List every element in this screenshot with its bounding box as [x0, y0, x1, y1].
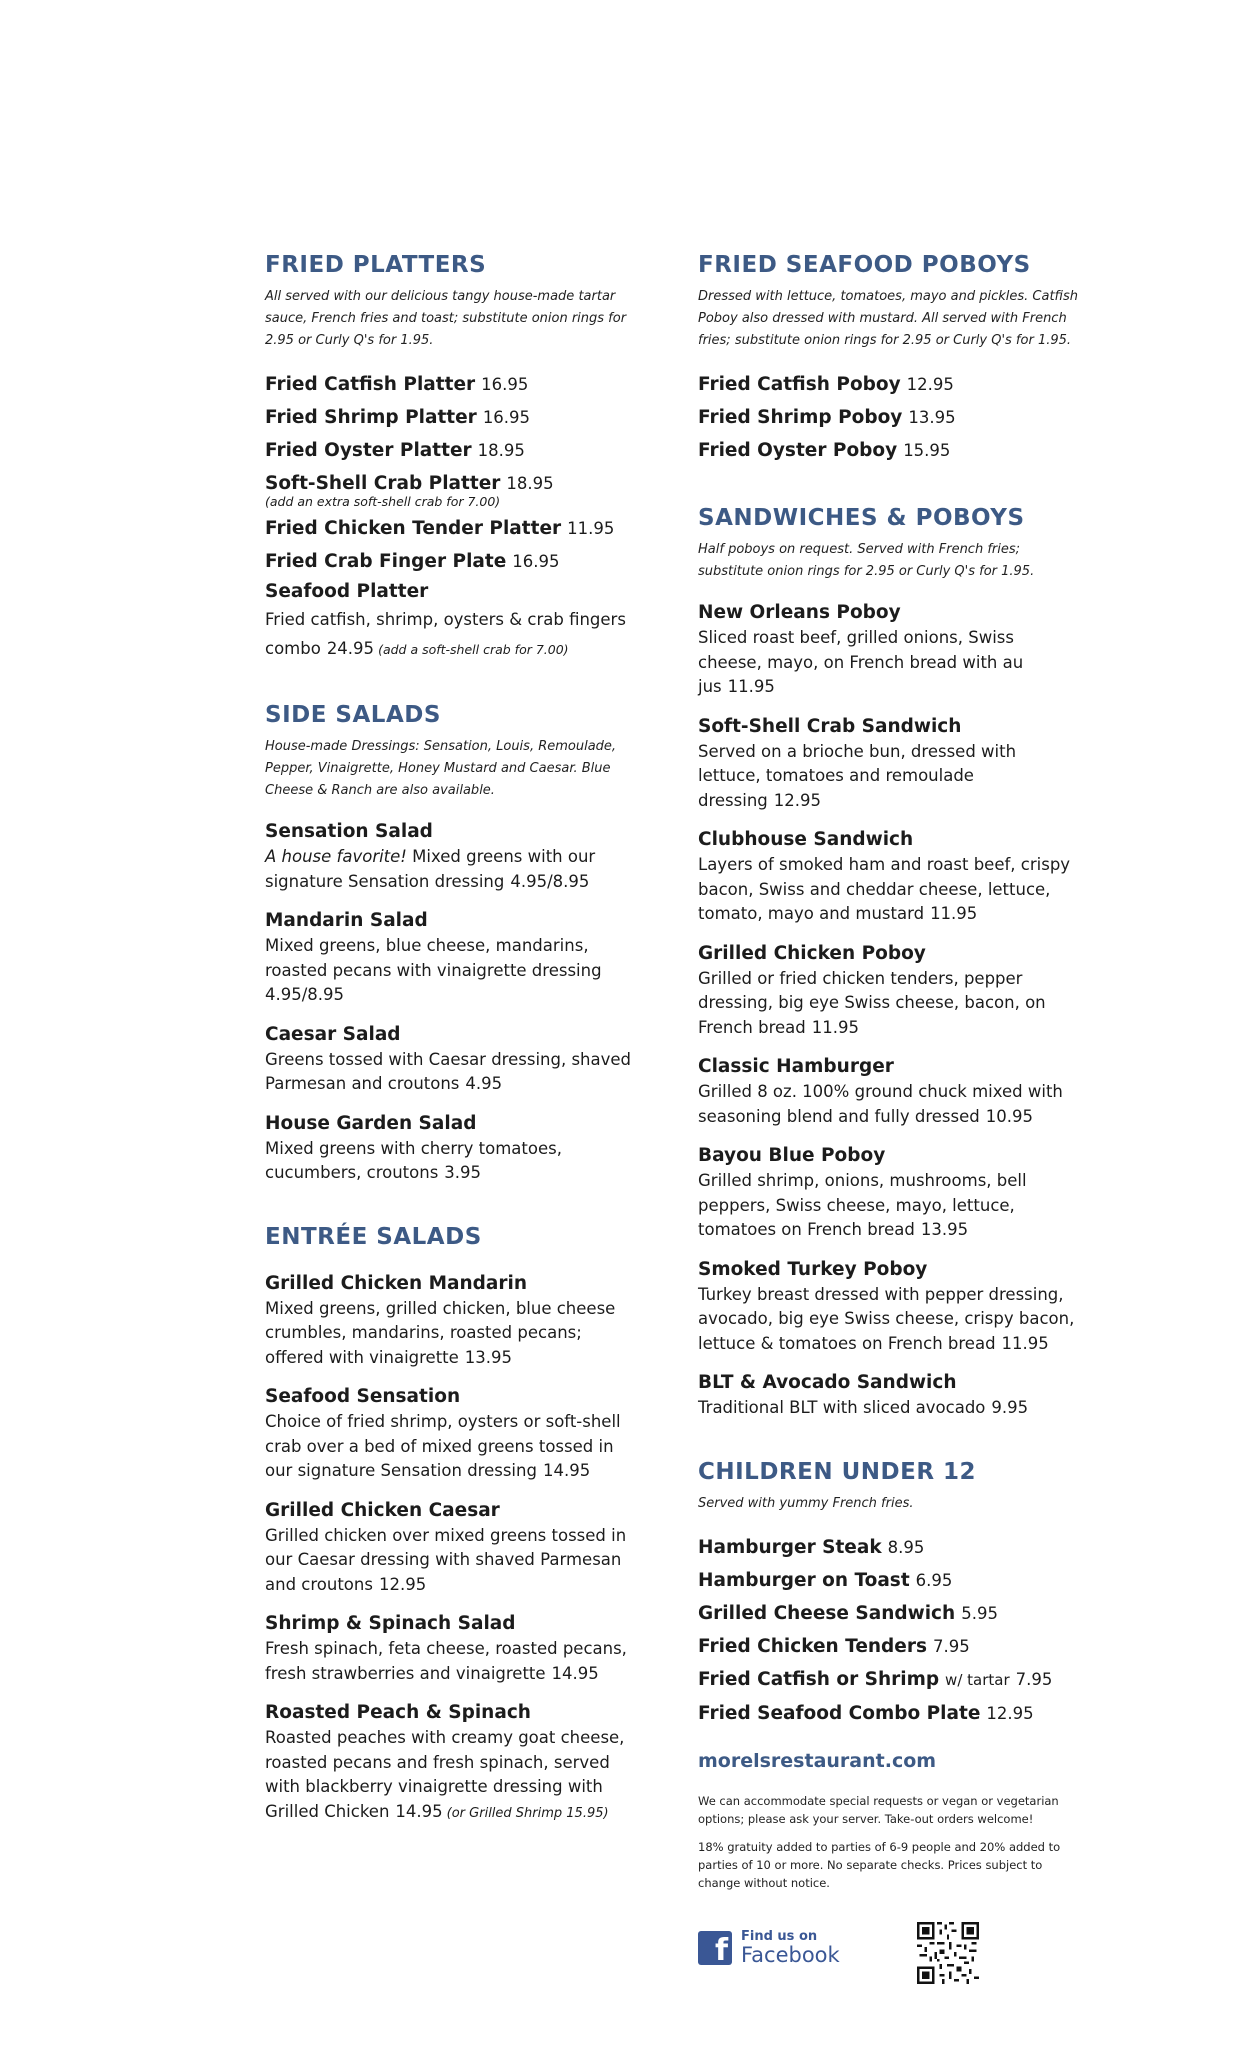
item-description: Mixed greens with our signature Sensation dressing [265, 847, 596, 891]
item-description: Traditional BLT with sliced avocado [698, 1398, 986, 1417]
facebook-label [741, 1930, 840, 1966]
item-description: Grilled chicken over mixed greens tossed in our Caesar dressing with shaved Parmesan and croutons [265, 1525, 627, 1594]
item-price: 15.95 [903, 441, 951, 460]
item-price: 12.95 [773, 790, 822, 810]
item-name: Seafood Sensation [265, 1386, 461, 1407]
section-note: Dressed with lettuce, tomatoes, mayo and pickles. Catfish Poboy also dressed with mustard. All served with French fries; substitute onion rings for 2.95 or Curly Q's for 1.95. [698, 289, 1078, 348]
item-description: Served on a brioche bun, dressed with lettuce, tomatoes and remoulade dressing [698, 741, 1017, 810]
section-title: SIDE SALADS [265, 702, 441, 728]
menu-item [265, 467, 645, 510]
item-description-block [698, 1283, 1083, 1357]
item-price: 13.95 [908, 408, 956, 427]
item-description-block [265, 934, 645, 1008]
item-description-block [698, 1396, 1083, 1421]
item-price: 13.95 [920, 1220, 969, 1239]
menu-item [265, 907, 645, 1008]
item-subnote: (add an extra soft-shell crab for 7.00) [265, 494, 501, 509]
section-title: CHILDREN UNDER 12 [698, 1458, 977, 1485]
item-description: Fresh spinach, feta cheese, roasted pecans, fresh strawberries and vinaigrette [265, 1639, 627, 1683]
item-price: 11.95 [727, 677, 775, 696]
item-name: BLT & Avocado Sandwich [698, 1372, 957, 1393]
item-name: Fried Chicken Tender Platter [265, 518, 562, 539]
menu-item [265, 1497, 645, 1598]
item-price: 16.95 [512, 552, 560, 571]
menu-item [265, 401, 645, 434]
menu-item [698, 826, 1083, 927]
menu-item [265, 434, 645, 467]
item-name: Grilled Cheese Sandwich [698, 1602, 956, 1624]
facebook-label-line2: Facebook [741, 1942, 840, 1967]
item-description: Mixed greens with cherry tomatoes, cucumbers, croutons [265, 1138, 562, 1182]
item-name: Hamburger Steak [698, 1536, 882, 1558]
menu-item [698, 1531, 1083, 1564]
fried-platters-section [265, 252, 645, 664]
entree-salads-section [265, 1224, 645, 1827]
menu-item [265, 545, 645, 578]
item-description-block [698, 1080, 1083, 1129]
footer [698, 1750, 1083, 1992]
menu-item [698, 1697, 1083, 1730]
item-price: 11.95 [567, 519, 615, 538]
menu-item [698, 1256, 1083, 1357]
section-note: All served with our delicious tangy house-made tartar sauce, French fries and toast; substitute onion rings for 2.95 or Curly Q's for 1.95. [265, 289, 627, 348]
item-name: Soft-Shell Crab Sandwich [698, 715, 962, 737]
item-price: 18.95 [506, 474, 554, 493]
item-price: 8.95 [887, 1537, 925, 1557]
item-price: 14.95 [542, 1461, 591, 1480]
menu-item [265, 1699, 645, 1826]
menu-item [698, 1142, 1083, 1243]
website-link[interactable]: morelsrestaurant.com [698, 1749, 937, 1772]
menu-item [698, 434, 1083, 467]
menu-item [265, 1610, 645, 1686]
combo-label: combo [265, 639, 321, 658]
item-description-block [698, 626, 1083, 700]
item-price: 16.95 [482, 408, 531, 427]
item-price: 11.95 [930, 904, 978, 923]
menu-item [265, 818, 645, 894]
item-subnote: (add a soft-shell crab for 7.00) [378, 642, 569, 657]
menu-item [265, 1383, 645, 1484]
item-price: 12.95 [906, 375, 954, 394]
special-requests-note: We can accommodate special requests or vegan or vegetarian options; please ask your server. Take-out orders welcome! [698, 1793, 1059, 1826]
item-description: Turkey breast dressed with pepper dressing, avocado, big eye Swiss cheese, crispy bacon, lettuce & tomatoes on French bread [698, 1284, 1075, 1353]
item-price: 11.95 [1001, 1333, 1049, 1353]
right-column [698, 252, 1083, 1992]
item-name: Fried Catfish Poboy [698, 374, 901, 395]
item-description: Grilled shrimp, onions, mushrooms, bell peppers, Swiss cheese, mayo, lettuce, tomatoes on French bread [698, 1171, 1027, 1239]
item-price: 14.95 [395, 1801, 443, 1821]
menu-item [698, 1663, 1083, 1697]
menu-item [698, 940, 1083, 1041]
item-description-block [265, 1524, 645, 1598]
item-name: New Orleans Poboy [698, 602, 901, 623]
item-price: 4.95/8.95 [510, 871, 590, 891]
item-name: Fried Seafood Combo Plate [698, 1702, 981, 1724]
item-price: 12.95 [986, 1703, 1034, 1723]
item-price: 5.95 [961, 1603, 998, 1623]
menu-item [698, 1630, 1083, 1663]
item-combo-line [265, 634, 645, 664]
menu-item [265, 1110, 645, 1186]
item-name: Fried Catfish or Shrimp [698, 1668, 940, 1690]
item-price: 9.95 [991, 1398, 1029, 1417]
item-description: Roasted peaches with creamy goat cheese, roasted pecans and fresh spinach, served with blackberry vinaigrette dressing with Grilled Chicken [265, 1728, 625, 1821]
item-side: w/ tartar [945, 1670, 1010, 1689]
social-row [698, 1922, 1083, 1992]
section-title: SANDWICHES & POBOYS [698, 505, 1025, 531]
menu-item [698, 368, 1083, 401]
fried-seafood-poboys-section [698, 252, 1083, 467]
gratuity-note: 18% gratuity added to parties of 6-9 people and 20% added to parties of 10 or more. No separate checks. Prices subject to change without notice. [698, 1839, 1061, 1890]
section-note: Half poboys on request. Served with French fries; substitute onion rings for 2.95 or Curly Q's for 1.95. [698, 542, 1035, 579]
item-description: Mixed greens, grilled chicken, blue cheese crumbles, mandarins, roasted pecans; offered with vinaigrette [265, 1298, 616, 1367]
item-lead: A house favorite! [265, 847, 407, 866]
item-name: Clubhouse Sandwich [698, 829, 914, 850]
item-price: 7.95 [932, 1636, 970, 1656]
item-name: Soft-Shell Crab Platter [265, 473, 501, 494]
menu-item [698, 1564, 1083, 1597]
item-description: Greens tossed with Caesar dressing, shaved Parmesan and croutons [265, 1049, 632, 1093]
item-name: Mandarin Salad [265, 910, 428, 931]
sandwiches-poboys-section [698, 505, 1083, 1421]
item-name: Fried Shrimp Platter [265, 407, 477, 428]
item-description-block [698, 1169, 1083, 1243]
side-salads-section [265, 702, 645, 1186]
item-description-block [265, 1137, 645, 1186]
menu-item [698, 1369, 1083, 1421]
item-price: 12.95 [378, 1574, 427, 1594]
section-title: ENTRÉE SALADS [265, 1223, 482, 1250]
item-name: Sensation Salad [265, 821, 433, 842]
facebook-link[interactable] [698, 1930, 840, 1966]
item-name: Grilled Chicken Poboy [698, 942, 926, 964]
item-description: Grilled 8 oz. 100% ground chuck mixed with seasoning blend and fully dressed [698, 1082, 1063, 1126]
item-description-block [265, 1637, 645, 1686]
menu-item [698, 713, 1083, 814]
menu-item [265, 1021, 645, 1097]
facebook-icon: f [698, 1931, 732, 1965]
item-price: 11.95 [811, 1017, 859, 1037]
item-price: 7.95 [1015, 1669, 1053, 1689]
item-description-block [265, 1297, 645, 1371]
item-description: Fried catfish, shrimp, oysters & crab fingers [265, 610, 626, 629]
section-title: FRIED PLATTERS [265, 252, 487, 278]
children-section [698, 1459, 1083, 1730]
item-price: 13.95 [464, 1347, 513, 1367]
item-name: Caesar Salad [265, 1023, 401, 1045]
item-name: Grilled Chicken Caesar [265, 1499, 500, 1521]
item-price: 24.95 [326, 639, 375, 658]
menu-item [698, 1597, 1083, 1630]
item-description-block [265, 1410, 645, 1484]
item-price: 16.95 [481, 375, 529, 394]
item-extra-option: (or Grilled Shrimp 15.95) [446, 1805, 609, 1821]
item-description: Layers of smoked ham and roast beef, crispy bacon, Swiss and cheddar cheese, lettuce, tomato, mayo and mustard [698, 855, 1071, 923]
menu-item [698, 401, 1083, 434]
menu-item-seafood-platter [265, 578, 645, 664]
item-description-block [265, 845, 645, 894]
menu-item [698, 1053, 1083, 1129]
item-name: Fried Catfish Platter [265, 374, 476, 395]
item-name: House Garden Salad [265, 1112, 477, 1134]
item-name: Classic Hamburger [698, 1056, 894, 1077]
item-price: 4.95/8.95 [265, 985, 345, 1004]
section-title: FRIED SEAFOOD POBOYS [698, 252, 1031, 278]
item-name: Fried Crab Finger Plate [265, 551, 507, 572]
section-note: House-made Dressings: Sensation, Louis, Remoulade, Pepper, Vinaigrette, Honey Mustard and Caesar. Blue Cheese & Ranch are also available. [265, 739, 617, 798]
item-description: Grilled or fried chicken tenders, pepper dressing, big eye Swiss cheese, bacon, on French bread [698, 968, 1046, 1037]
item-description: Sliced roast beef, grilled onions, Swiss cheese, mayo, on French bread with au jus [698, 628, 1024, 696]
menu-item [698, 599, 1083, 700]
item-name: Shrimp & Spinach Salad [265, 1613, 516, 1634]
item-price: 18.95 [477, 441, 525, 460]
item-name: Bayou Blue Poboy [698, 1145, 886, 1166]
item-name: Grilled Chicken Mandarin [265, 1272, 528, 1294]
item-description: Mixed greens, blue cheese, mandarins, roasted pecans with vinaigrette dressing [265, 936, 602, 980]
item-description-block [698, 967, 1083, 1041]
item-description-block [698, 740, 1083, 814]
item-name: Smoked Turkey Poboy [698, 1258, 928, 1280]
item-name: Fried Oyster Poboy [698, 440, 898, 461]
item-name: Fried Chicken Tenders [698, 1635, 927, 1657]
item-price: 14.95 [551, 1663, 599, 1683]
item-description-block [265, 1726, 645, 1826]
item-name: Seafood Platter [265, 581, 429, 602]
item-name: Fried Oyster Platter [265, 440, 472, 461]
section-note: Served with yummy French fries. [698, 1495, 914, 1511]
item-price: 6.95 [915, 1570, 953, 1590]
menu-item [265, 368, 645, 401]
item-price: 4.95 [465, 1074, 503, 1093]
item-description-block [698, 853, 1083, 927]
facebook-label-line1: Find us on [741, 1928, 818, 1944]
item-price: 3.95 [444, 1163, 482, 1182]
menu-item [265, 1270, 645, 1371]
item-name: Roasted Peach & Spinach [265, 1702, 531, 1723]
left-column [265, 252, 645, 1864]
item-price: 10.95 [985, 1106, 1033, 1126]
item-description: Choice of fried shrimp, oysters or soft-shell crab over a bed of mixed greens tossed in our signature Sensation dressing [265, 1412, 621, 1480]
item-description-block [265, 1048, 645, 1097]
item-name: Hamburger on Toast [698, 1569, 910, 1591]
item-name: Fried Shrimp Poboy [698, 407, 903, 428]
qr-code-icon[interactable] [917, 1922, 979, 1984]
menu-item [265, 512, 645, 545]
